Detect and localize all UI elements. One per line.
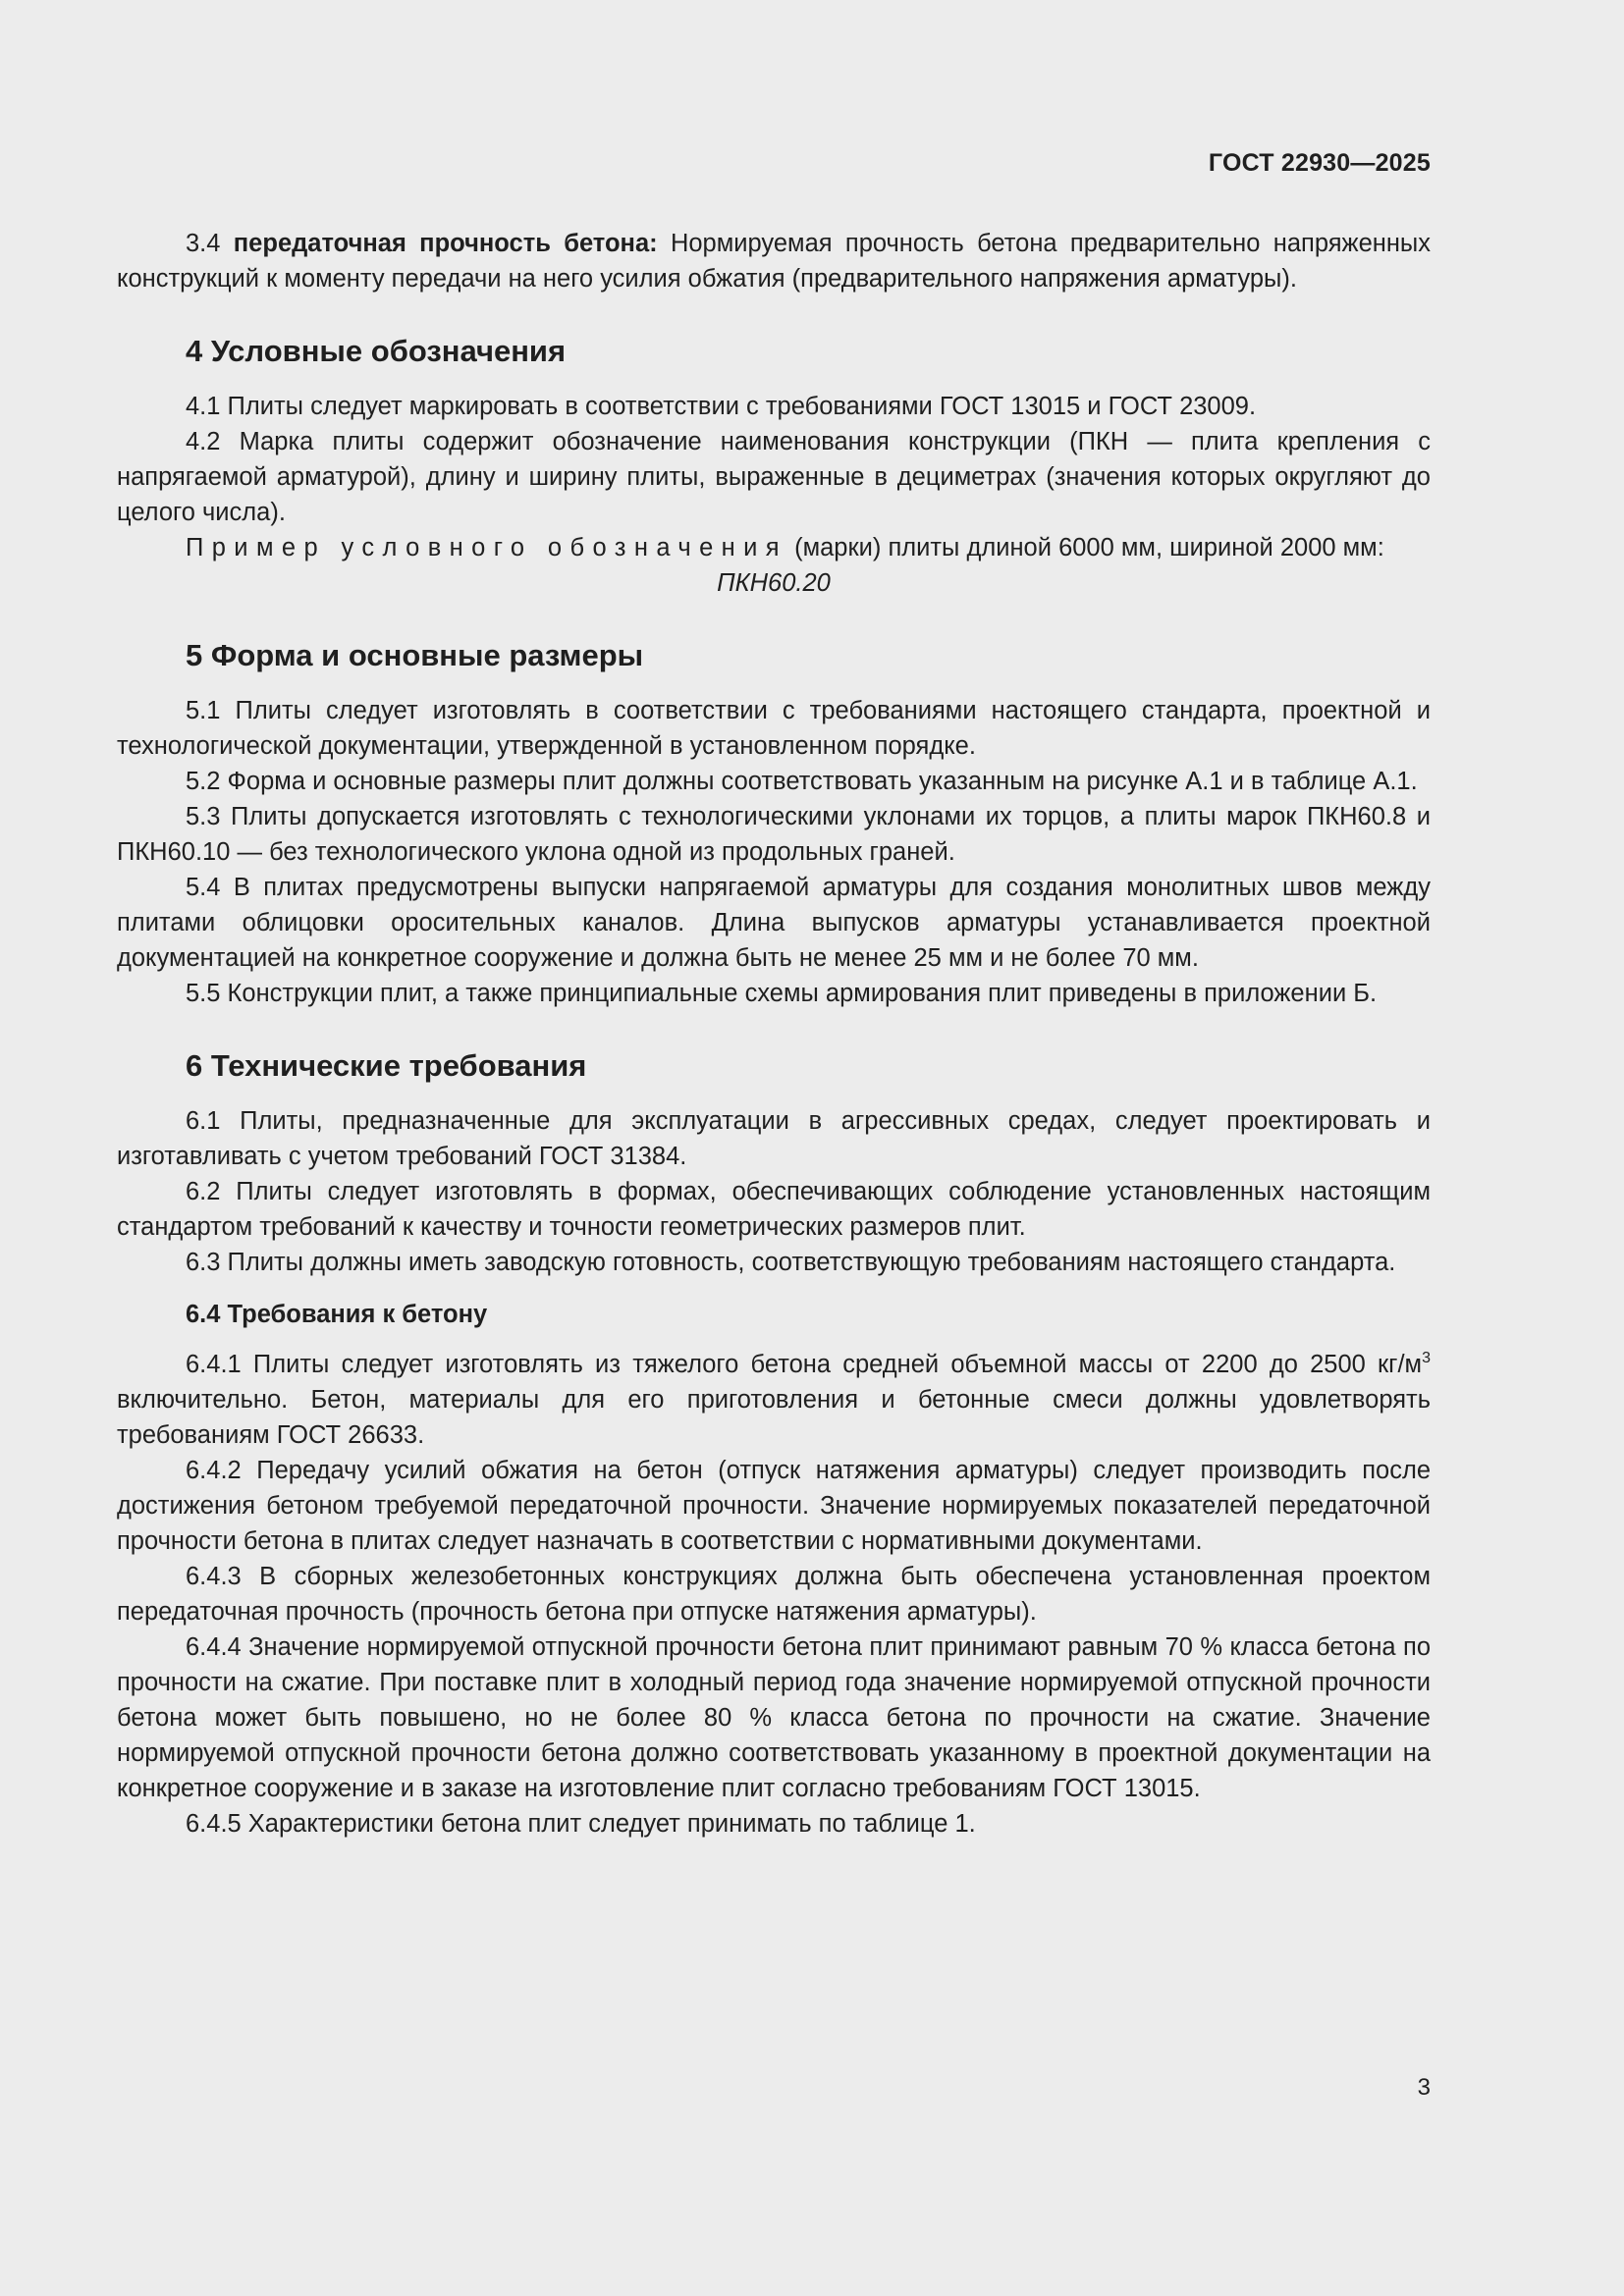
paragraph-5-2: 5.2 Форма и основные размеры плит должны соответствовать указанным на рисунке А.1 и в таблице А.1. bbox=[186, 768, 1418, 795]
paragraph-6-1: 6.1 Плиты, предназначенные для эксплуатации в агрессивных средах, следует проектировать и изготавливать с учетом требований ГОСТ 31384. bbox=[117, 1107, 1431, 1170]
paragraph-6-2: 6.2 Плиты следует изготовлять в формах, обеспечивающих соблюдение установленных настоящим стандартом требований к качеству и точности геометрических размеров плит. bbox=[117, 1178, 1431, 1241]
paragraph-4-2: 4.2 Марка плиты содержит обозначение наименования конструкции (ПКН — плита крепления с напрягаемой арматурой), длину и ширину плиты, выраженные в дециметрах (значения которых округляют до целого числа). bbox=[117, 428, 1431, 526]
example-label: Пример условного обозначения bbox=[186, 534, 787, 561]
paragraph-6-4-5: 6.4.5 Характеристики бетона плит следует принимать по таблице 1. bbox=[186, 1810, 976, 1838]
paragraph-5-4: 5.4 В плитах предусмотрены выпуски напрягаемой арматуры для создания монолитных швов между плитами облицовки оросительных каналов. Длина выпусков арматуры устанавливается проектной документацией на конкретное сооружение и должна быть не менее 25 мм и не более 70 мм. bbox=[117, 874, 1431, 972]
term: передаточная прочность бетона: bbox=[233, 230, 658, 257]
paragraph-5-5: 5.5 Конструкции плит, а также принципиальные схемы армирования плит приведены в приложении Б. bbox=[186, 980, 1378, 1007]
paragraph-5-1: 5.1 Плиты следует изготовлять в соответствии с требованиями настоящего стандарта, проектной и технологической документации, утвержденной в установленном порядке. bbox=[117, 697, 1431, 760]
paragraph-6-4-2: 6.4.2 Передачу усилий обжатия на бетон (отпуск натяжения арматуры) следует производить после достижения бетоном требуемой передаточной прочности. Значение нормируемых показателей передаточной прочности бетона в плитах следует назначать в соответствии с нормативными документами. bbox=[117, 1457, 1431, 1555]
section-5-heading: 5 Форма и основные размеры bbox=[186, 638, 644, 672]
paragraph-6-4-1 bbox=[117, 1347, 1431, 1453]
document-id: ГОСТ 22930—2025 bbox=[1208, 149, 1431, 177]
paragraph-6-4-4: 6.4.4 Значение нормируемой отпускной прочности бетона плит принимают равным 70 % класса бетона по прочности на сжатие. При поставке плит в холодный период года значение нормируемой отпускной прочности бетона может быть повышено, но не более 80 % класса бетона по прочности на сжатие. Значение нормируемой отпускной прочности бетона должно соответствовать указанному в проектной документации на конкретное сооружение и в заказе на изготовление плит согласно требованиям ГОСТ 13015. bbox=[117, 1633, 1431, 1802]
paragraph-6-3: 6.3 Плиты должны иметь заводскую готовность, соответствующую требованиям настоящего стандарта. bbox=[186, 1249, 1396, 1276]
section-6-heading: 6 Технические требования bbox=[186, 1048, 587, 1083]
section-4-heading: 4 Условные обозначения bbox=[186, 334, 567, 368]
superscript: 3 bbox=[1422, 1350, 1431, 1366]
document-page bbox=[117, 0, 1431, 2296]
paragraph-5-3: 5.3 Плиты допускается изготовлять с технологическими уклонами их торцов, а плиты марок ПКН60.8 и ПКН60.10 — без технологического уклона одной из продольных граней. bbox=[117, 803, 1431, 866]
subsection-6-4-heading: 6.4 Требования к бетону bbox=[186, 1301, 488, 1328]
clause-number: 3.4 bbox=[186, 230, 234, 257]
paragraph-4-1: 4.1 Плиты следует маркировать в соответствии с требованиями ГОСТ 13015 и ГОСТ 23009. bbox=[186, 393, 1257, 420]
definition: Нормируемая прочность бетона предварительно напряженных конструкций к моменту передачи на него усилия обжатия (предварительного напряжения арматуры). bbox=[117, 230, 1432, 293]
paragraph-6-4-1-part-a: 6.4.1 Плиты следует изготовлять из тяжелого бетона средней объемной массы от 2200 до 2500 кг/м bbox=[186, 1351, 1423, 1378]
example-text: (марки) плиты длиной 6000 мм, шириной 2000 мм: bbox=[787, 534, 1384, 561]
paragraph-6-4-3: 6.4.3 В сборных железобетонных конструкциях должна быть обеспечена установленная проектом передаточная прочность (прочность бетона при отпуске натяжения арматуры). bbox=[117, 1563, 1431, 1626]
page-number: 3 bbox=[1417, 2074, 1431, 2101]
paragraph-6-4-1-part-b: включительно. Бетон, материалы для его приготовления и бетонные смеси должны удовлетворять требованиям ГОСТ 26633. bbox=[117, 1386, 1431, 1449]
paragraph-3-4 bbox=[117, 226, 1431, 296]
example-line bbox=[117, 530, 1431, 565]
document-body bbox=[117, 226, 1431, 1842]
example-designation: ПКН60.20 bbox=[717, 569, 831, 597]
